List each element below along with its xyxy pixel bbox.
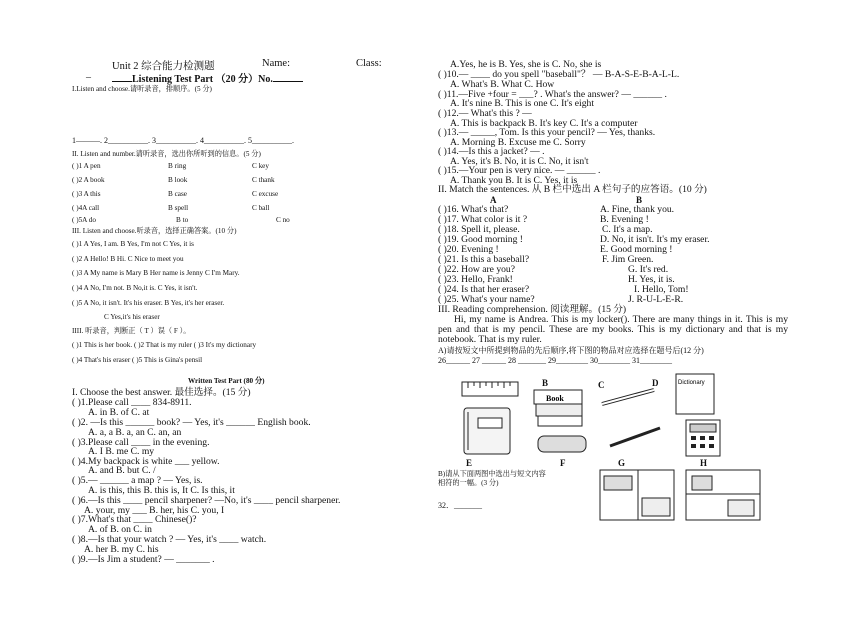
match-b-f: F. Jim Green. xyxy=(602,254,654,265)
wq-line-15: ( )8.—Is that your watch ? — Yes, it's ____ watch. xyxy=(72,534,267,545)
wq-line-3: ( )2. —Is this ______ book? — Yes, it's ______ English book. xyxy=(72,417,311,428)
wq-line-16: A. her B. my C. his xyxy=(84,544,159,555)
match-b-j: J. R-U-L-E-R. xyxy=(628,294,684,305)
wq-line-11: ( )6.—Is this ____ pencil sharpener? —No, it's ____ pencil sharpener. xyxy=(72,495,341,506)
pic-label-d: D xyxy=(652,378,659,388)
pencil-image xyxy=(606,424,666,452)
wq-line-14: A. of B. on C. in xyxy=(88,524,152,535)
book-word: Book xyxy=(546,394,564,403)
number-blank xyxy=(273,81,303,82)
rq-line-3: A. What's B. What C. How xyxy=(450,79,555,90)
page-title: Unit 2 综合能力检测题 xyxy=(112,61,215,72)
rq-line-4: ( )11.—Five +four = ___? . What's the answer? — ______ . xyxy=(438,89,667,100)
wq-line-1: ( )1.Please call ____ 834-8911. xyxy=(72,397,192,408)
wq-line-12: A. your, my ___ B. her, his C. you, I xyxy=(84,505,225,516)
pic-label-g: G xyxy=(618,458,626,468)
s2-row-3-b: B case xyxy=(168,190,187,198)
s3-row-1: ( )1 A Yes, I am. B Yes, I'm not C Yes, it is xyxy=(72,240,194,248)
reading-b-instruction: B)请从下面两图中选出与短文内容相符的一幅。(3 分) xyxy=(438,470,546,487)
match-col-b: B xyxy=(636,195,643,205)
s2-row-1-q: ( )1 A pen xyxy=(72,162,101,170)
match-b-i: I. Hello, Tom! xyxy=(634,284,689,295)
match-a-25: ( )25. What's your name? xyxy=(438,294,535,305)
class-label: Class: xyxy=(356,58,382,69)
s3-row-5: ( )5 A No, it isn't. It's his eraser. B Yes, it's her eraser. xyxy=(72,299,225,307)
match-a-16: ( )16. What's that? xyxy=(438,204,509,215)
wq-line-2: A. in B. of C. at xyxy=(88,407,150,418)
title-blank xyxy=(112,81,132,82)
s2-row-2-c: C thank xyxy=(252,176,275,184)
pencil-case-image xyxy=(534,430,594,458)
rq-line-6: ( )12.— What's this ? — xyxy=(438,108,532,119)
rq-line-11: A. Yes, it's B. No, it is C. No, it isn't xyxy=(450,156,589,167)
s2-row-3-q: ( )3 A this xyxy=(72,190,101,198)
pic-label-e: E xyxy=(466,458,473,468)
wq-line-4: A. a, a B. a, an C. an, an xyxy=(88,427,182,438)
match-col-a: A xyxy=(490,195,497,205)
s2-row-5-c: C no xyxy=(276,216,290,224)
match-b-e: E. Good morning ! xyxy=(600,244,673,255)
wq-line-9: ( )5.— ______ a map ? — Yes, is. xyxy=(72,475,203,486)
wq-line-10: A. is this, this B. this is, It C. Is this, it xyxy=(88,485,235,496)
s2-row-2-q: ( )2 A book xyxy=(72,176,105,184)
match-a-23: ( )23. Hello, Frank! xyxy=(438,274,513,285)
written-title: Written Test Part (80 分) xyxy=(188,377,265,385)
listening-s4-title: IIII. 听录音，判断正（ T ）误（ F ）。 xyxy=(72,327,191,335)
wq-line-17: ( )9.—Is Jim a student? — _______ . xyxy=(72,554,215,565)
pic-label-f: F xyxy=(560,458,566,468)
wq-line-8: A. and B. but C. / xyxy=(88,465,156,476)
wq-line-13: ( )7.What's that ____ Chinese()? xyxy=(72,514,197,525)
rq-line-5: A. It's nine B. This is one C. It's eight xyxy=(450,98,594,109)
match-a-22: ( )22. How are you? xyxy=(438,264,515,275)
s3-row-4: ( )4 A No, I'm not. B No,it is. C Yes, it isn't. xyxy=(72,284,198,292)
s2-row-5-q: ( )5A do xyxy=(72,216,96,224)
name-label: Name: xyxy=(262,58,290,69)
listening-s1-answers: 1———. 2__________. 3__________. 4__________. 5__________. xyxy=(72,136,294,145)
header-dash: – xyxy=(86,72,91,83)
rq-line-12: ( )15.—Your pen is very nice. — ______ . xyxy=(438,165,601,176)
s2-row-4-b: B spell xyxy=(168,204,189,212)
s3-row-2: ( )2 A Hello! B Hi. C Nice to meet you xyxy=(72,255,184,263)
listening-s3-title: III. Listen and choose.听录音，选择正确答案。(10 分) xyxy=(72,227,237,235)
reading-a-instruction: A)请按短文中所提到物品的先后顺序,将下图的物品对应选择在题号后(12 分) xyxy=(438,346,704,355)
s2-row-4-c: C ball xyxy=(252,204,270,212)
wq-line-6: A. I B. me C. my xyxy=(88,446,155,457)
pic-label-h: H xyxy=(700,458,708,468)
pen-image xyxy=(598,384,658,412)
listening-s2-title: II. Listen and number.请听录音，选出你所听到的信息。(5 分) xyxy=(72,150,261,158)
match-b-c: C. It's a map. xyxy=(602,224,653,235)
written-s1-title: I. Choose the best answer. 最佳选择。(15 分) xyxy=(72,387,251,398)
match-a-17: ( )17. What color is it ? xyxy=(438,214,528,225)
match-b-g: G. It's red. xyxy=(628,264,669,275)
match-b-b: B. Evening ! xyxy=(600,214,649,225)
rq-line-9: A. Morning B. Excuse me C. Sorry xyxy=(450,137,586,148)
s2-row-5-b: B to xyxy=(176,216,189,224)
pic-label-b: B xyxy=(542,378,549,388)
s3-row-3: ( )3 A My name is Mary B Her name is Jenny C I'm Mary. xyxy=(72,269,240,277)
notebook-image xyxy=(458,404,518,458)
s4-row-2: ( )4 That's his eraser ( )5 This is Gina's pensil xyxy=(72,356,203,364)
s2-row-4-q: ( )4A call xyxy=(72,204,100,212)
listening-s1-title: I.Listen and choose.请听录音，排顺序。(5 分) xyxy=(72,85,212,93)
match-a-21: ( )21. Is this a baseball? xyxy=(438,254,530,265)
locker-picture-g xyxy=(598,468,678,522)
pic-label-c: C xyxy=(598,380,605,390)
match-a-24: ( )24. Is that her eraser? xyxy=(438,284,530,295)
s2-row-1-b: B ring xyxy=(168,162,187,170)
match-b-h: H. Yes, it is. xyxy=(628,274,675,285)
match-a-20: ( )20. Evening ! xyxy=(438,244,499,255)
s2-row-1-c: C key xyxy=(252,162,269,170)
listening-title-text: Listening Test Part （20 分）No. xyxy=(132,74,273,85)
reading-a-blanks: 26______ 27 ______ 28 _______ 29________ 30________ 31________ xyxy=(438,356,672,365)
match-a-18: ( )18. Spell it, please. xyxy=(438,224,520,235)
s2-row-3-c: C excuse xyxy=(252,190,279,198)
match-b-a: A. Fine, thank you. xyxy=(600,204,675,215)
s3-row-5-c: C Yes,it's his eraser xyxy=(104,313,160,321)
rq-line-1: A.Yes, he is B. Yes, she is C. No, she is xyxy=(450,59,602,70)
rq-line-13: A. Thank you B. It is C. Yes, it is xyxy=(450,175,578,186)
match-a-19: ( )19. Good morning ! xyxy=(438,234,523,245)
rq-line-10: ( )14.—Is this a jacket? — . xyxy=(438,146,545,157)
q32-line: 32．_______ xyxy=(438,501,482,510)
match-title: II. Match the sentences. 从 B 栏中选出 A 栏句子的应答语。(10 分) xyxy=(438,184,707,195)
rq-line-8: ( )13.— _____, Tom. Is this your pencil? — Yes, thanks. xyxy=(438,127,656,138)
books-image xyxy=(532,380,588,430)
locker-picture-h xyxy=(684,468,764,522)
wq-line-5: ( )3.Please call ____ in the evening. xyxy=(72,437,210,448)
dictionary-image xyxy=(672,372,720,418)
calculator-image xyxy=(682,418,726,458)
s2-row-2-b: B look xyxy=(168,176,188,184)
rq-line-2: ( )10.— ____ do you spell "baseball"？ — B-A-S-E-B-A-L-L. xyxy=(438,69,680,80)
listening-title xyxy=(112,70,303,85)
ruler-image xyxy=(460,376,520,404)
reading-title: III. Reading comprehension. 阅读理解。(15 分) xyxy=(438,304,627,315)
s4-row-1: ( )1 This is her book. ( )2 That is my ruler ( )3 It's my dictionary xyxy=(72,341,257,349)
dictionary-word: Dictionary xyxy=(678,380,705,386)
rq-line-7: A. This is backpack B. It's key C. It's a computer xyxy=(450,118,638,129)
match-b-d: D. No, it isn't. It's my eraser. xyxy=(600,234,710,245)
wq-line-7: ( )4.My backpack is white ___ yellow. xyxy=(72,456,220,467)
reading-passage: Hi, my name is Andrea. This is my locker(). There are many things in it. This is my pen and that is my pencil. These are my books. This is my dictionary and that is my notebook. That is my ruler. xyxy=(438,314,788,345)
